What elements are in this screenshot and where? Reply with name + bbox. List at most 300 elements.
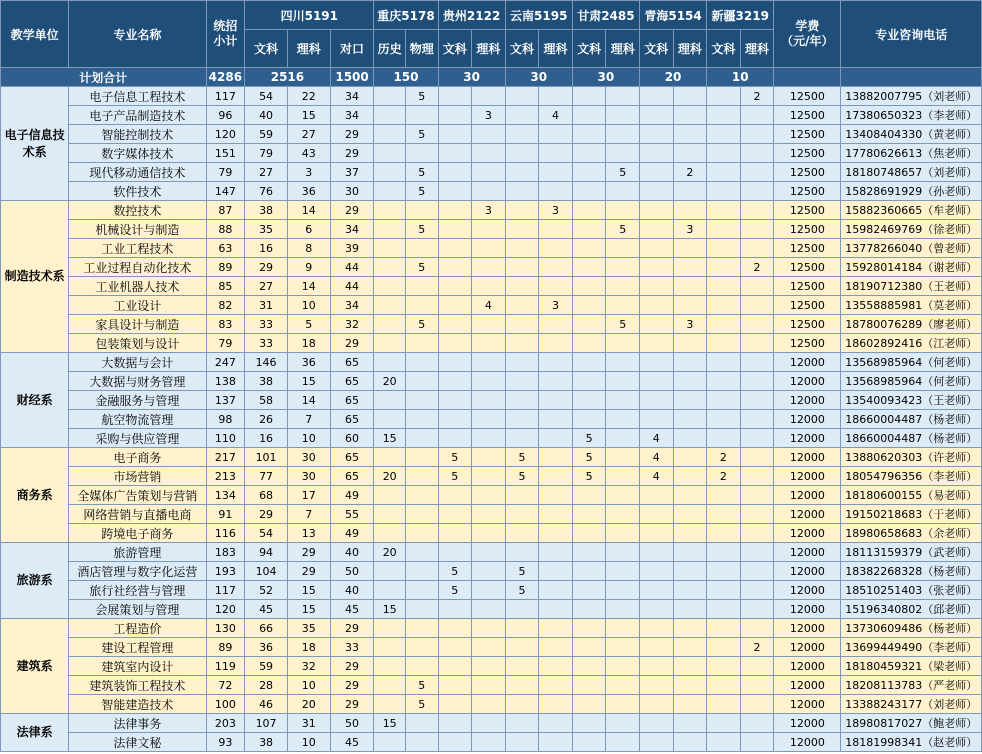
header-sub: 理科 bbox=[606, 30, 640, 68]
header-sub: 文科 bbox=[707, 30, 741, 68]
quota-cell bbox=[539, 524, 573, 543]
quota-cell bbox=[405, 543, 438, 562]
table-row bbox=[1, 220, 982, 239]
table-row bbox=[1, 695, 982, 714]
quota-cell: 107 bbox=[245, 714, 288, 733]
quota-cell bbox=[505, 201, 539, 220]
phone-cell: 13880620303（许老师） bbox=[841, 448, 982, 467]
quota-cell bbox=[374, 581, 406, 600]
major-name-cell: 全媒体广告策划与营销 bbox=[69, 486, 206, 505]
quota-cell: 66 bbox=[245, 619, 288, 638]
quota-cell bbox=[572, 353, 606, 372]
quota-cell bbox=[374, 144, 406, 163]
quota-cell bbox=[438, 695, 472, 714]
department-cell: 财经系 bbox=[1, 353, 69, 448]
table-row bbox=[1, 448, 982, 467]
quota-cell bbox=[639, 733, 673, 752]
quota-cell bbox=[472, 505, 506, 524]
quota-cell bbox=[405, 562, 438, 581]
quota-cell bbox=[438, 638, 472, 657]
table-row bbox=[1, 562, 982, 581]
quota-cell: 22 bbox=[287, 87, 330, 106]
quota-cell bbox=[539, 239, 573, 258]
phone-cell: 18208113783（严老师） bbox=[841, 676, 982, 695]
quota-cell bbox=[639, 543, 673, 562]
major-name-cell: 工业工程技术 bbox=[69, 239, 206, 258]
quota-cell: 15 bbox=[374, 714, 406, 733]
quota-cell bbox=[639, 201, 673, 220]
quota-cell bbox=[472, 144, 506, 163]
phone-cell: 13408404330（黄老师） bbox=[841, 125, 982, 144]
total-cell: 89 bbox=[206, 258, 245, 277]
major-name-cell: 网络营销与直播电商 bbox=[69, 505, 206, 524]
quota-cell: 5 bbox=[438, 562, 472, 581]
quota-cell bbox=[472, 448, 506, 467]
header-sub: 文科 bbox=[438, 30, 472, 68]
quota-cell: 3 bbox=[287, 163, 330, 182]
quota-cell bbox=[438, 372, 472, 391]
quota-cell bbox=[707, 695, 741, 714]
quota-cell: 43 bbox=[287, 144, 330, 163]
quota-cell bbox=[374, 733, 406, 752]
quota-cell: 38 bbox=[245, 201, 288, 220]
quota-cell: 16 bbox=[245, 239, 288, 258]
quota-cell bbox=[505, 353, 539, 372]
quota-cell: 29 bbox=[330, 125, 374, 144]
quota-cell bbox=[639, 258, 673, 277]
quota-cell: 65 bbox=[330, 467, 374, 486]
quota-cell bbox=[505, 182, 539, 201]
quota-cell bbox=[438, 505, 472, 524]
quota-cell bbox=[374, 410, 406, 429]
quota-cell bbox=[639, 524, 673, 543]
fee-cell: 12500 bbox=[774, 106, 841, 125]
quota-cell bbox=[639, 695, 673, 714]
quota-cell: 34 bbox=[330, 87, 374, 106]
quota-cell: 39 bbox=[330, 239, 374, 258]
quota-cell bbox=[438, 239, 472, 258]
major-name-cell: 工业过程自动化技术 bbox=[69, 258, 206, 277]
quota-cell bbox=[606, 87, 640, 106]
quota-cell: 59 bbox=[245, 657, 288, 676]
quota-cell bbox=[505, 429, 539, 448]
table-row bbox=[1, 429, 982, 448]
phone-cell: 18780076289（廖老师） bbox=[841, 315, 982, 334]
total-cell: 79 bbox=[206, 163, 245, 182]
quota-cell bbox=[472, 182, 506, 201]
total-cell: 82 bbox=[206, 296, 245, 315]
quota-cell bbox=[639, 87, 673, 106]
quota-cell bbox=[539, 220, 573, 239]
phone-cell: 18113159379（武老师） bbox=[841, 543, 982, 562]
quota-cell bbox=[606, 334, 640, 353]
major-name-cell: 旅游管理 bbox=[69, 543, 206, 562]
major-name-cell: 工业设计 bbox=[69, 296, 206, 315]
quota-cell bbox=[472, 239, 506, 258]
phone-cell: 13568985964（何老师） bbox=[841, 353, 982, 372]
quota-cell: 5 bbox=[405, 182, 438, 201]
total-cell: 119 bbox=[206, 657, 245, 676]
quota-cell bbox=[374, 220, 406, 239]
table-row bbox=[1, 467, 982, 486]
quota-cell: 5 bbox=[505, 448, 539, 467]
quota-cell bbox=[438, 201, 472, 220]
quota-cell: 15 bbox=[287, 372, 330, 391]
quota-cell bbox=[673, 733, 707, 752]
quota-cell bbox=[505, 372, 539, 391]
quota-cell bbox=[707, 486, 741, 505]
quota-cell: 31 bbox=[287, 714, 330, 733]
phone-cell: 17780626613（焦老师） bbox=[841, 144, 982, 163]
quota-cell bbox=[374, 277, 406, 296]
quota-cell bbox=[639, 220, 673, 239]
quota-cell bbox=[472, 315, 506, 334]
header-sub: 文科 bbox=[639, 30, 673, 68]
header-unit: 教学单位 bbox=[1, 1, 69, 68]
table-row bbox=[1, 258, 982, 277]
header-sub: 理科 bbox=[539, 30, 573, 68]
quota-cell bbox=[374, 657, 406, 676]
quota-cell: 5 bbox=[505, 467, 539, 486]
table-row bbox=[1, 486, 982, 505]
quota-cell bbox=[405, 277, 438, 296]
table-row bbox=[1, 163, 982, 182]
quota-cell bbox=[572, 695, 606, 714]
quota-cell bbox=[673, 448, 707, 467]
phone-cell: 13882007795（刘老师） bbox=[841, 87, 982, 106]
major-name-cell: 电子商务 bbox=[69, 448, 206, 467]
quota-cell bbox=[405, 467, 438, 486]
quota-cell bbox=[539, 638, 573, 657]
quota-cell bbox=[639, 239, 673, 258]
quota-cell bbox=[606, 201, 640, 220]
quota-cell: 2 bbox=[673, 163, 707, 182]
quota-cell: 31 bbox=[245, 296, 288, 315]
quota-cell bbox=[606, 676, 640, 695]
quota-cell: 17 bbox=[287, 486, 330, 505]
quota-cell bbox=[639, 334, 673, 353]
phone-cell: 18181998341（赵老师） bbox=[841, 733, 982, 752]
quota-cell: 40 bbox=[245, 106, 288, 125]
quota-cell: 30 bbox=[287, 448, 330, 467]
quota-cell bbox=[438, 163, 472, 182]
quota-cell bbox=[707, 733, 741, 752]
quota-cell: 29 bbox=[287, 562, 330, 581]
quota-cell bbox=[740, 448, 774, 467]
quota-cell bbox=[505, 239, 539, 258]
quota-cell: 52 bbox=[245, 581, 288, 600]
quota-cell bbox=[707, 258, 741, 277]
plan-total-xinjiang: 10 bbox=[707, 68, 774, 87]
quota-cell bbox=[673, 353, 707, 372]
quota-cell: 7 bbox=[287, 410, 330, 429]
quota-cell: 55 bbox=[330, 505, 374, 524]
quota-cell bbox=[539, 581, 573, 600]
table-row bbox=[1, 315, 982, 334]
quota-cell bbox=[539, 543, 573, 562]
fee-cell: 12500 bbox=[774, 163, 841, 182]
quota-cell bbox=[374, 676, 406, 695]
quota-cell bbox=[673, 391, 707, 410]
quota-cell: 4 bbox=[539, 106, 573, 125]
quota-cell bbox=[374, 505, 406, 524]
quota-cell: 5 bbox=[606, 315, 640, 334]
quota-cell bbox=[438, 334, 472, 353]
quota-cell bbox=[673, 144, 707, 163]
fee-cell: 12000 bbox=[774, 695, 841, 714]
quota-cell bbox=[572, 87, 606, 106]
header-province-guizhou: 贵州2122 bbox=[438, 1, 505, 30]
major-name-cell: 包装策划与设计 bbox=[69, 334, 206, 353]
quota-cell bbox=[606, 619, 640, 638]
quota-cell: 32 bbox=[287, 657, 330, 676]
quota-cell bbox=[673, 334, 707, 353]
quota-cell: 28 bbox=[245, 676, 288, 695]
total-cell: 120 bbox=[206, 600, 245, 619]
total-cell: 247 bbox=[206, 353, 245, 372]
quota-cell bbox=[505, 714, 539, 733]
quota-cell bbox=[707, 619, 741, 638]
quota-cell: 2 bbox=[707, 467, 741, 486]
total-cell: 137 bbox=[206, 391, 245, 410]
quota-cell bbox=[707, 657, 741, 676]
phone-cell: 17380650323（李老师） bbox=[841, 106, 982, 125]
total-cell: 120 bbox=[206, 125, 245, 144]
quota-cell bbox=[505, 144, 539, 163]
quota-cell: 16 bbox=[245, 429, 288, 448]
quota-cell bbox=[707, 524, 741, 543]
quota-cell bbox=[438, 220, 472, 239]
quota-cell: 50 bbox=[330, 714, 374, 733]
quota-cell bbox=[707, 163, 741, 182]
quota-cell bbox=[374, 315, 406, 334]
quota-cell: 15 bbox=[287, 600, 330, 619]
quota-cell bbox=[740, 125, 774, 144]
quota-cell bbox=[740, 600, 774, 619]
quota-cell bbox=[606, 391, 640, 410]
quota-cell bbox=[639, 315, 673, 334]
quota-cell: 35 bbox=[287, 619, 330, 638]
quota-cell: 8 bbox=[287, 239, 330, 258]
phone-cell: 18180459321（梁老师） bbox=[841, 657, 982, 676]
major-name-cell: 金融服务与管理 bbox=[69, 391, 206, 410]
quota-cell: 26 bbox=[245, 410, 288, 429]
quota-cell: 14 bbox=[287, 277, 330, 296]
quota-cell: 5 bbox=[606, 220, 640, 239]
quota-cell bbox=[539, 562, 573, 581]
department-cell: 制造技术系 bbox=[1, 201, 69, 353]
quota-cell bbox=[539, 144, 573, 163]
quota-cell bbox=[740, 562, 774, 581]
quota-cell: 36 bbox=[287, 353, 330, 372]
quota-cell bbox=[572, 315, 606, 334]
quota-cell bbox=[505, 125, 539, 144]
major-name-cell: 建筑装饰工程技术 bbox=[69, 676, 206, 695]
quota-cell bbox=[673, 714, 707, 733]
quota-cell: 4 bbox=[639, 448, 673, 467]
phone-cell: 19150218683（于老师） bbox=[841, 505, 982, 524]
major-name-cell: 建设工程管理 bbox=[69, 638, 206, 657]
header-phone: 专业咨询电话 bbox=[841, 1, 982, 68]
quota-cell bbox=[505, 676, 539, 695]
quota-cell: 45 bbox=[330, 733, 374, 752]
quota-cell: 76 bbox=[245, 182, 288, 201]
quota-cell bbox=[505, 695, 539, 714]
quota-cell bbox=[374, 239, 406, 258]
quota-cell: 4 bbox=[639, 429, 673, 448]
quota-cell bbox=[539, 733, 573, 752]
quota-cell bbox=[572, 372, 606, 391]
quota-cell bbox=[707, 391, 741, 410]
quota-cell bbox=[374, 562, 406, 581]
quota-cell bbox=[505, 619, 539, 638]
quota-cell bbox=[438, 144, 472, 163]
quota-cell bbox=[539, 372, 573, 391]
quota-cell bbox=[539, 258, 573, 277]
quota-cell bbox=[405, 600, 438, 619]
quota-cell: 30 bbox=[287, 467, 330, 486]
quota-cell bbox=[505, 87, 539, 106]
table-row bbox=[1, 87, 982, 106]
quota-cell bbox=[405, 239, 438, 258]
quota-cell bbox=[606, 448, 640, 467]
quota-cell: 15 bbox=[374, 600, 406, 619]
table-row bbox=[1, 239, 982, 258]
quota-cell bbox=[639, 619, 673, 638]
quota-cell bbox=[740, 410, 774, 429]
phone-cell: 15982469769（徐老师） bbox=[841, 220, 982, 239]
quota-cell bbox=[606, 467, 640, 486]
quota-cell bbox=[740, 695, 774, 714]
header-sub: 理科 bbox=[472, 30, 506, 68]
quota-cell bbox=[472, 391, 506, 410]
quota-cell: 33 bbox=[245, 334, 288, 353]
quota-cell bbox=[606, 505, 640, 524]
quota-cell bbox=[405, 334, 438, 353]
quota-cell bbox=[572, 296, 606, 315]
major-name-cell: 工程造价 bbox=[69, 619, 206, 638]
quota-cell bbox=[539, 87, 573, 106]
quota-cell bbox=[405, 638, 438, 657]
quota-cell bbox=[539, 391, 573, 410]
table-row bbox=[1, 714, 982, 733]
quota-cell bbox=[572, 144, 606, 163]
quota-cell bbox=[673, 87, 707, 106]
phone-cell: 18602892416（江老师） bbox=[841, 334, 982, 353]
quota-cell: 34 bbox=[330, 220, 374, 239]
quota-cell: 29 bbox=[330, 657, 374, 676]
table-row bbox=[1, 657, 982, 676]
fee-cell: 12500 bbox=[774, 182, 841, 201]
quota-cell: 5 bbox=[505, 562, 539, 581]
major-name-cell: 大数据与财务管理 bbox=[69, 372, 206, 391]
quota-cell: 14 bbox=[287, 201, 330, 220]
quota-cell bbox=[606, 600, 640, 619]
quota-cell bbox=[539, 486, 573, 505]
quota-cell bbox=[673, 258, 707, 277]
quota-cell bbox=[505, 657, 539, 676]
table-row bbox=[1, 505, 982, 524]
quota-cell: 33 bbox=[245, 315, 288, 334]
table-row bbox=[1, 277, 982, 296]
quota-cell bbox=[374, 258, 406, 277]
quota-cell bbox=[707, 201, 741, 220]
fee-cell: 12000 bbox=[774, 733, 841, 752]
quota-cell bbox=[707, 87, 741, 106]
fee-cell: 12000 bbox=[774, 391, 841, 410]
quota-cell bbox=[572, 163, 606, 182]
quota-cell: 5 bbox=[405, 125, 438, 144]
quota-cell bbox=[673, 296, 707, 315]
quota-cell bbox=[572, 125, 606, 144]
major-name-cell: 大数据与会计 bbox=[69, 353, 206, 372]
plan-total-gansu: 30 bbox=[572, 68, 639, 87]
plan-total-sichuan: 2516 bbox=[245, 68, 330, 87]
quota-cell bbox=[539, 600, 573, 619]
fee-cell: 12000 bbox=[774, 619, 841, 638]
quota-cell bbox=[405, 524, 438, 543]
quota-cell: 94 bbox=[245, 543, 288, 562]
quota-cell: 15 bbox=[374, 429, 406, 448]
total-cell: 147 bbox=[206, 182, 245, 201]
phone-cell: 13730609486（杨老师） bbox=[841, 619, 982, 638]
phone-cell: 15828691929（孙老师） bbox=[841, 182, 982, 201]
header-sub: 理科 bbox=[673, 30, 707, 68]
quota-cell bbox=[740, 315, 774, 334]
quota-cell: 3 bbox=[539, 201, 573, 220]
major-name-cell: 智能控制技术 bbox=[69, 125, 206, 144]
plan-total-fee bbox=[774, 68, 841, 87]
phone-cell: 18382268328（杨老师） bbox=[841, 562, 982, 581]
quota-cell bbox=[740, 733, 774, 752]
quota-cell: 40 bbox=[330, 543, 374, 562]
quota-cell: 54 bbox=[245, 87, 288, 106]
quota-cell bbox=[472, 638, 506, 657]
header-province-yunnan: 云南5195 bbox=[505, 1, 572, 30]
table-row bbox=[1, 144, 982, 163]
quota-cell bbox=[472, 163, 506, 182]
phone-cell: 13699449490（李老师） bbox=[841, 638, 982, 657]
quota-cell: 49 bbox=[330, 486, 374, 505]
quota-cell bbox=[572, 657, 606, 676]
quota-cell bbox=[539, 410, 573, 429]
quota-cell: 5 bbox=[405, 258, 438, 277]
quota-cell bbox=[374, 695, 406, 714]
quota-cell bbox=[707, 296, 741, 315]
quota-cell: 5 bbox=[572, 467, 606, 486]
quota-cell bbox=[572, 505, 606, 524]
quota-cell bbox=[606, 695, 640, 714]
quota-cell: 18 bbox=[287, 638, 330, 657]
total-cell: 83 bbox=[206, 315, 245, 334]
quota-cell: 10 bbox=[287, 733, 330, 752]
quota-cell bbox=[740, 619, 774, 638]
quota-cell bbox=[673, 600, 707, 619]
quota-cell: 10 bbox=[287, 676, 330, 695]
quota-cell: 20 bbox=[374, 372, 406, 391]
quota-cell bbox=[572, 334, 606, 353]
quota-cell bbox=[472, 486, 506, 505]
quota-cell bbox=[438, 353, 472, 372]
quota-cell bbox=[707, 220, 741, 239]
quota-cell bbox=[472, 353, 506, 372]
header-row-provinces bbox=[1, 1, 982, 30]
quota-cell bbox=[572, 410, 606, 429]
quota-cell bbox=[374, 524, 406, 543]
fee-cell: 12000 bbox=[774, 657, 841, 676]
quota-cell bbox=[472, 258, 506, 277]
quota-cell: 6 bbox=[287, 220, 330, 239]
